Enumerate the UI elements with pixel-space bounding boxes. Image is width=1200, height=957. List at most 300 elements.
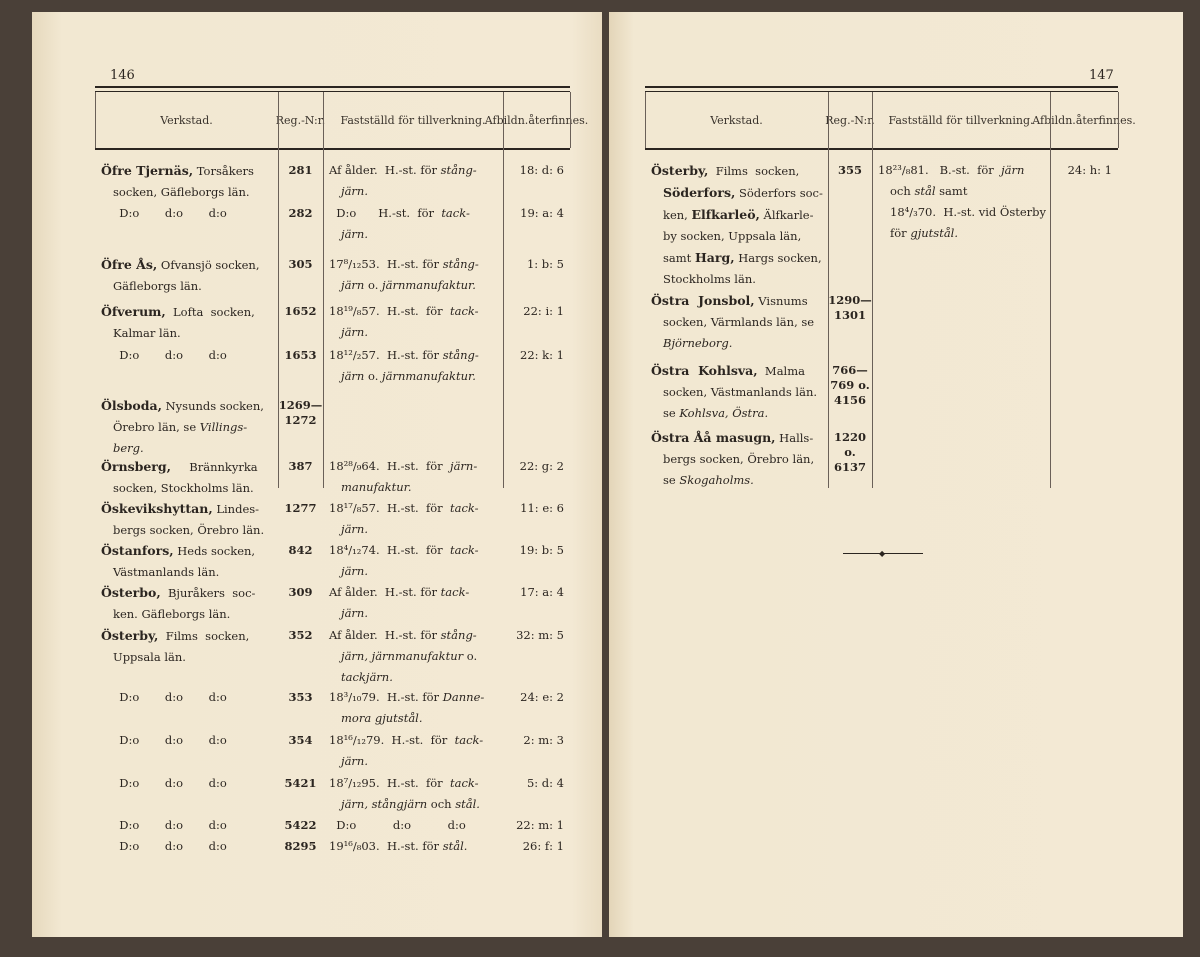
works-name: Österby, [101,628,159,643]
reg-number: 1277 [284,501,317,515]
works-name: Elfkarleö, [691,207,760,222]
table-border [95,92,96,148]
text-segment: järn. [341,227,368,241]
text-line [329,477,501,498]
text-segment: Älfkarle- [759,208,814,222]
text-line [101,254,280,276]
text-line [329,275,501,296]
verkstad-cell [95,582,280,625]
text-segment: 18⁷/₁₂95. H.-st. för [329,776,450,790]
text-line [878,223,1048,244]
text-segment: Örebro län, se [113,420,200,434]
works-name: Öskevikshyttan, [101,501,213,516]
column-header-fastst [323,92,503,148]
text-segment: samt [663,251,695,265]
text-line [651,470,830,491]
text-segment: Lindes- [212,502,260,516]
header-text: Fastställd för tillverkning. [888,113,1034,127]
text-segment: tack- [450,776,479,790]
verkstad-cell [95,160,280,203]
afbildn-cell: 17: a: 4 [520,585,564,599]
works-name: Harg, [694,250,735,265]
verkstad-cell [95,773,280,794]
verkstad-cell [95,730,280,751]
text-segment: se [663,406,680,420]
fastst-cell [329,203,501,245]
reg-number-cell [278,203,323,221]
reg-number: 387 [288,459,313,473]
text-line [101,276,280,297]
text-segment: berg. [113,441,144,455]
text-segment: järn. [341,606,368,620]
text-segment: 18¹⁹/₈57. H.-st. för [329,304,450,318]
column-divider [1050,92,1051,488]
text-segment: 18¹⁷/₈57. H.-st. för [329,501,450,515]
text-segment: stål. [442,839,468,853]
reg-number-cell [278,456,323,474]
works-name: Ölsboda, [101,398,162,413]
text-segment: järn, järnmanufaktur [341,649,464,663]
text-segment: 18⁴/₃70. H.-st. vid Österby [890,205,1047,219]
text-line [101,687,280,708]
works-name: Öfre Tjernäs, [101,163,194,178]
text-segment: järn. [341,325,368,339]
text-segment: 17⁸/₁₂53. H.-st. för [329,257,443,271]
text-segment: Västmanlands län. [113,565,220,579]
verkstad-cell [95,395,280,459]
text-segment: Af ålder. H.-st. för [329,628,441,642]
fastst-cell [329,345,501,387]
text-line [329,708,501,729]
text-segment: Films socken, [158,629,250,643]
text-line [101,395,280,417]
reg-number: 1290— [828,293,872,307]
reg-number: 6137 [833,460,866,474]
text-line [651,160,830,182]
text-line [329,815,501,836]
text-line [651,226,830,247]
reg-number-cell [278,540,323,558]
header-text: återfinnes. [1075,113,1136,127]
column-header-reg [275,92,326,148]
text-segment: by socken, Uppsala län, [663,229,802,243]
reg-number: 352 [288,628,313,642]
afbildn-cell: 19: b: 5 [519,543,564,557]
reg-number: 305 [288,257,313,271]
text-segment: Stockholms län. [663,272,756,286]
header-text: N:r. [304,113,326,127]
text-segment: socken, Gäfleborgs län. [113,185,250,199]
text-segment: järn. [341,754,368,768]
text-segment: manufaktur. [341,480,412,494]
reg-number: 281 [288,163,313,177]
afbildn-cell: 22: i: 1 [523,304,564,318]
header-text: Reg.- [275,113,305,127]
reg-number-cell [828,290,872,323]
fastst-cell [329,773,501,815]
header-text: Fastställd för tillverkning. [340,113,486,127]
text-segment: tack- [450,501,479,515]
text-line [329,582,501,603]
fastst-cell [329,498,501,540]
text-segment: se [663,473,680,487]
column-header-afb [484,92,589,148]
text-segment: D:o d:o d:o [329,818,466,832]
ornament-divider: ◆ [843,553,923,554]
column-divider [503,92,504,488]
table-border [1118,92,1119,148]
text-segment: Lofta socken, [165,305,255,319]
afbildn-cell: 22: g: 2 [519,459,564,473]
text-line [329,836,501,857]
header-text: Afbildn. [1032,113,1076,127]
text-segment: 19¹⁶/₈03. H.-st. för [329,839,443,853]
fastst-cell [329,254,501,296]
header-text: Afbildn. [484,113,529,127]
afbildn-cell: 24: h: 1 [1067,163,1112,177]
text-line [329,687,501,708]
reg-number-cell [278,498,323,516]
text-line [329,181,501,202]
works-name: Österby, [651,163,709,178]
verkstad-cell [645,427,830,491]
text-segment: D:o d:o d:o [101,690,227,704]
text-line [329,540,501,561]
text-line [329,456,501,477]
text-line [329,646,501,667]
text-segment: D:o d:o d:o [101,839,227,853]
reg-number: 769 o. [830,378,870,392]
text-segment: D:o d:o d:o [101,818,227,832]
text-line [651,382,830,403]
text-line [651,269,830,290]
fastst-cell [329,836,501,857]
reg-number: 5421 [284,776,317,790]
text-segment: järn. [341,564,368,578]
text-segment: 18³/₁₀79. H.-st. för [329,690,443,704]
text-line [651,182,830,204]
page-number: 146 [110,68,135,83]
text-line [329,345,501,366]
text-segment: bergs socken, Örebro län, [663,452,815,466]
register-table-right [645,86,1136,488]
text-line [878,202,1048,223]
header-rule [645,148,1118,150]
text-segment: Söderfors soc- [735,186,823,200]
text-segment: järnmanufaktur. [382,369,476,383]
text-line [651,312,830,333]
reg-number: 309 [288,585,313,599]
works-name: Österbo, [101,585,161,600]
text-segment: tack- [440,585,470,599]
text-line [651,204,830,226]
text-segment: stång- [440,163,477,177]
text-segment: för [890,226,911,240]
text-line [329,254,501,275]
text-segment: 18¹²/₂57. H.-st. för [329,348,443,362]
reg-number-cell [278,773,323,791]
text-line [329,625,501,646]
reg-number-cell [278,687,323,705]
text-segment: socken, Västmanlands län. [663,385,818,399]
text-line [101,520,280,541]
reg-number-cell [278,625,323,643]
text-line [329,730,501,751]
works-name: Öfre Ås, [101,257,158,272]
text-line [101,773,280,794]
text-segment: socken, Stockholms län. [113,481,254,495]
text-segment: 18¹⁶/₁₂79. H.-st. för [329,733,455,747]
fastst-cell [329,582,501,624]
text-line [651,449,830,470]
text-line [651,360,830,382]
column-header-afb [1032,92,1136,148]
afbildn-cell: 32: m: 5 [516,628,564,642]
text-line [329,794,501,815]
fastst-cell [329,815,501,836]
text-segment: tack- [441,206,470,220]
table-border [570,92,571,148]
afbildn-cell: 11: e: 6 [520,501,564,515]
reg-number: 842 [288,543,313,557]
reg-number-cell [278,301,323,319]
text-line [329,751,501,772]
afbildn-cell: 24: e: 2 [520,690,564,704]
reg-number: 8295 [284,839,317,853]
page-number: 147 [1089,68,1114,83]
afbildn-cell: 22: m: 1 [516,818,564,832]
text-segment: D:o d:o d:o [101,733,227,747]
text-segment: o. [364,369,383,383]
text-line [101,182,280,203]
text-segment: tackjärn. [341,670,393,684]
text-segment: gjutstål. [910,226,959,240]
text-line [101,540,280,562]
text-segment: Danne- [442,690,485,704]
text-line [329,561,501,582]
reg-number-cell [278,582,323,600]
text-line [101,323,280,344]
text-line [329,773,501,794]
text-segment: Björneborg. [663,336,733,350]
afbildn-cell: 26: f: 1 [522,839,564,853]
text-segment: järn [341,278,365,292]
text-line [101,203,280,224]
text-segment: och [890,184,915,198]
text-segment: 18⁴/₁₂74. H.-st. för [329,543,450,557]
text-line [101,582,280,604]
text-segment: Af ålder. H.-st. för [329,585,441,599]
text-segment: Visnums [754,294,808,308]
reg-number: 354 [288,733,313,747]
header-text: N:r. [854,113,875,127]
reg-number: 1652 [284,304,317,318]
text-line [651,333,830,354]
text-line [329,160,501,181]
text-line [101,836,280,857]
text-segment: tack- [450,304,479,318]
reg-number: 1220 o. [833,430,866,459]
text-line [651,290,830,312]
reg-number: 1272 [284,413,317,427]
text-segment: Malma [757,364,805,378]
text-line [101,301,280,323]
text-line [101,160,280,182]
header-text: Verkstad. [710,113,763,127]
text-segment: D:o d:o d:o [101,348,227,362]
reg-number-cell [828,360,872,408]
text-line [101,815,280,836]
header-text: Reg.- [825,113,855,127]
header-rule [95,148,570,150]
text-segment: socken, Värmlands län, se [663,315,815,329]
text-segment: Ofvansjö socken, [157,258,260,272]
text-line [878,160,1048,181]
text-line [101,417,280,438]
reg-number: 282 [288,206,313,220]
afbildn-cell: 2: m: 3 [523,733,564,747]
header-text: återfinnes. [528,113,589,127]
text-segment: ken. Gäfleborgs län. [113,607,231,621]
text-line [101,604,280,625]
text-line [878,181,1048,202]
verkstad-cell [645,360,830,424]
text-line [329,519,501,540]
fastst-cell [329,625,501,688]
text-segment: Uppsala län. [113,650,186,664]
afbildn-cell: 19: a: 4 [520,206,564,220]
reg-number-cell [278,730,323,748]
text-segment: stång- [442,257,479,271]
text-segment: stål [914,184,936,198]
text-segment: Skogaholms. [679,473,754,487]
text-line [329,224,501,245]
text-segment: o. [463,649,478,663]
fastst-cell [329,160,501,202]
works-name: Östra Jonsbol, [651,293,755,308]
text-line [101,625,280,647]
reg-number: 353 [288,690,313,704]
text-line [329,603,501,624]
text-segment: Hargs socken, [734,251,822,265]
text-segment: Af ålder. H.-st. för [329,163,441,177]
header-text: Verkstad. [160,113,213,127]
works-name: Östanfors, [101,543,174,558]
reg-number: 766— [832,363,868,377]
text-segment: Kalmar län. [113,326,181,340]
text-segment: 18²⁸/₉64. H.-st. för [329,459,450,473]
fastst-cell [329,456,501,498]
text-line [651,427,830,449]
text-segment: 18²³/₈81. B.-st. för [878,163,1002,177]
text-segment: Bjuråkers soc- [160,586,256,600]
column-header-verkstad [645,92,828,148]
text-line [329,366,501,387]
column-divider [323,92,324,488]
reg-number: 1269— [278,398,323,412]
reg-number-cell [278,395,323,428]
register-table-left [95,86,589,853]
verkstad-cell [95,498,280,541]
text-segment: tack- [454,733,484,747]
works-name: Östra Åå masugn, [651,430,776,445]
afbildn-cell: 18: d: 6 [519,163,564,177]
works-name: Örnsberg, [101,459,171,474]
text-segment: och [427,797,456,811]
reg-number-cell [278,815,323,833]
afbildn-cell: 1: b: 5 [526,257,564,271]
reg-number-cell [278,160,323,178]
verkstad-cell [95,254,280,297]
text-line [101,647,280,668]
text-segment: Heds socken, [173,544,256,558]
text-line [101,498,280,520]
text-segment: mora gjutstål. [341,711,423,725]
text-segment: Villings- [199,420,248,434]
reg-number-cell [278,836,323,854]
column-header-verkstad [95,92,278,148]
text-line [329,498,501,519]
text-segment: ken, [663,208,692,222]
verkstad-cell [95,625,280,668]
text-segment: stål. [455,797,480,811]
text-segment: tack- [450,543,479,557]
verkstad-cell [95,836,280,857]
reg-number-cell [278,254,323,272]
column-divider [872,92,873,488]
reg-number: 5422 [284,818,317,832]
text-line [101,478,280,499]
text-segment: samt [935,184,968,198]
fastst-cell [329,301,501,343]
verkstad-cell [95,345,280,366]
column-header-fastst [872,92,1050,148]
text-segment: D:o d:o d:o [101,776,227,790]
afbildn-cell: 22: k: 1 [520,348,564,362]
reg-number-cell [278,345,323,363]
verkstad-cell [645,160,830,290]
text-line [329,203,501,224]
text-segment: Halls- [775,431,814,445]
reg-number-cell [828,160,872,178]
afbildn-cell: 5: d: 4 [526,776,564,790]
text-segment: Brännkyrka [170,460,258,474]
text-segment: Nysunds socken, [161,399,264,413]
text-segment: Kohlsva, Östra. [679,406,769,420]
text-line [651,247,830,269]
text-segment: järn- [450,459,478,473]
text-line [101,345,280,366]
text-line [651,403,830,424]
verkstad-cell [95,687,280,708]
table-border [645,92,646,148]
fastst-cell [329,730,501,772]
reg-number-cell [828,427,872,475]
text-segment: Torsåkers [193,164,254,178]
verkstad-cell [95,456,280,499]
text-segment: järn. [341,184,368,198]
text-segment: Films socken, [708,164,800,178]
text-segment: järnmanufaktur. [382,278,476,292]
text-segment: järn [1001,163,1025,177]
works-name: Söderfors, [663,185,736,200]
column-header-reg [825,92,875,148]
reg-number: 4156 [833,393,866,407]
verkstad-cell [645,290,830,354]
text-segment: stång- [440,628,477,642]
verkstad-cell [95,203,280,224]
text-line [101,562,280,583]
